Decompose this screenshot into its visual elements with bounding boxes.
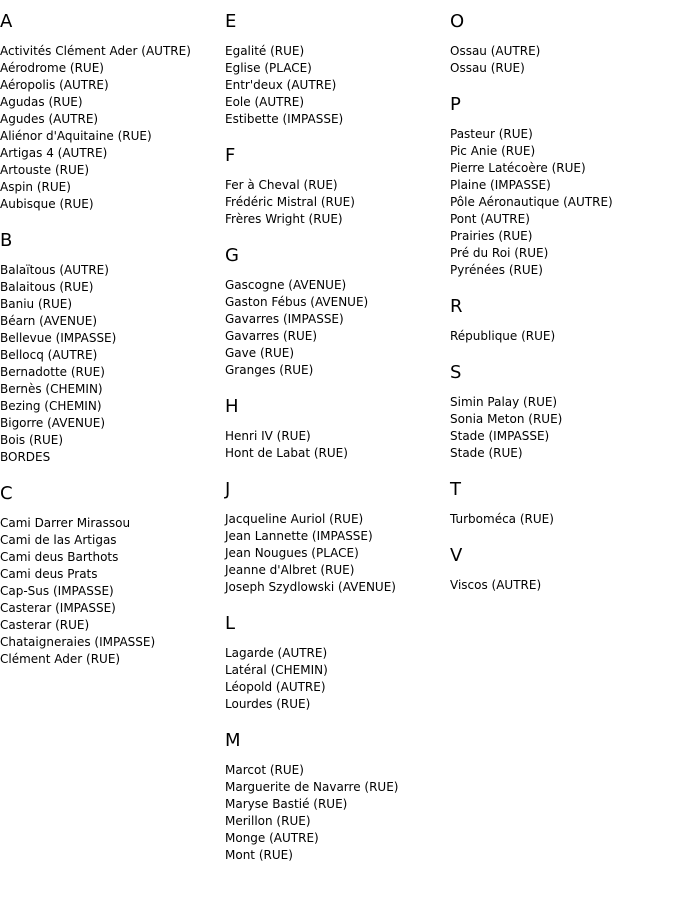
street-item[interactable]: Simin Palay (RUE) <box>450 395 558 409</box>
street-item[interactable]: Pasteur (RUE) <box>450 127 533 141</box>
street-item[interactable]: Jeanne d'Albret (RUE) <box>225 563 355 577</box>
letter-heading: B <box>0 230 13 251</box>
street-item[interactable]: Bezing (CHEMIN) <box>0 399 102 413</box>
letter-heading: G <box>225 245 239 266</box>
street-list <box>225 428 450 462</box>
street-item[interactable]: Bigorre (AVENUE) <box>0 416 106 430</box>
street-item[interactable]: Chataigneraies (IMPASSE) <box>0 635 156 649</box>
street-item[interactable]: Frédéric Mistral (RUE) <box>225 195 355 209</box>
street-list <box>450 43 675 77</box>
street-item[interactable]: Agudes (AUTRE) <box>0 112 99 126</box>
street-item[interactable]: Fer à Cheval (RUE) <box>225 178 338 192</box>
street-item[interactable]: Pic Anie (RUE) <box>450 144 536 158</box>
street-item[interactable]: Baniu (RUE) <box>0 297 73 311</box>
street-item[interactable]: Artouste (RUE) <box>0 163 90 177</box>
letter-heading: R <box>450 296 463 317</box>
letter-heading: S <box>450 362 462 383</box>
street-item[interactable]: Casterar (IMPASSE) <box>0 601 116 615</box>
street-item[interactable]: Bernadotte (RUE) <box>0 365 105 379</box>
letter-heading: L <box>225 613 236 634</box>
street-item[interactable]: Aspin (RUE) <box>0 180 71 194</box>
street-item[interactable]: Bois (RUE) <box>0 433 64 447</box>
letter-group <box>225 12 450 128</box>
letter-heading: T <box>450 479 461 500</box>
street-list <box>450 577 675 594</box>
street-item[interactable]: Béarn (AVENUE) <box>0 314 98 328</box>
street-list <box>450 511 675 528</box>
letter-group <box>0 231 225 466</box>
letter-heading: P <box>450 94 461 115</box>
street-item[interactable]: Cami Darrer Mirassou <box>0 516 131 530</box>
street-item[interactable]: Cami deus Barthots <box>0 550 119 564</box>
street-item[interactable]: Hont de Labat (RUE) <box>225 446 348 460</box>
street-item[interactable]: Turboméca (RUE) <box>450 512 554 526</box>
letter-group <box>225 246 450 379</box>
letter-heading: M <box>225 730 241 751</box>
street-item[interactable]: Pierre Latécoère (RUE) <box>450 161 586 175</box>
letter-group <box>450 297 675 345</box>
street-item[interactable]: Gavarres (RUE) <box>225 329 318 343</box>
street-list <box>450 328 675 345</box>
street-list <box>225 177 450 228</box>
letter-group <box>0 12 225 213</box>
letter-heading: O <box>450 11 465 32</box>
street-item[interactable]: Stade (IMPASSE) <box>450 429 550 443</box>
street-item[interactable]: Merillon (RUE) <box>225 814 311 828</box>
street-item[interactable]: Joseph Szydlowski (AVENUE) <box>225 580 396 594</box>
street-item[interactable]: Estibette (IMPASSE) <box>225 112 344 126</box>
street-item[interactable]: Maryse Bastié (RUE) <box>225 797 348 811</box>
street-item[interactable]: Viscos (AUTRE) <box>450 578 542 592</box>
street-item[interactable]: Aliénor d'Aquitaine (RUE) <box>0 129 152 143</box>
street-item[interactable]: Plaine (IMPASSE) <box>450 178 551 192</box>
street-item[interactable]: Pôle Aéronautique (AUTRE) <box>450 195 613 209</box>
street-item[interactable]: Bernès (CHEMIN) <box>0 382 103 396</box>
letter-heading: C <box>0 483 13 504</box>
letter-group <box>225 397 450 462</box>
street-item[interactable]: Marguerite de Navarre (RUE) <box>225 780 399 794</box>
street-list <box>225 277 450 379</box>
letter-group <box>450 480 675 528</box>
street-item[interactable]: Pyrénées (RUE) <box>450 263 543 277</box>
street-item[interactable]: Henri IV (RUE) <box>225 429 311 443</box>
street-item[interactable]: Bellocq (AUTRE) <box>0 348 98 362</box>
street-item[interactable]: Eole (AUTRE) <box>225 95 305 109</box>
street-list <box>0 515 225 668</box>
street-item[interactable]: Entr'deux (AUTRE) <box>225 78 337 92</box>
letter-group <box>450 12 675 77</box>
street-list <box>225 762 450 864</box>
street-item[interactable]: Gave (RUE) <box>225 346 295 360</box>
street-item[interactable]: Jacqueline Auriol (RUE) <box>225 512 364 526</box>
street-item[interactable]: Gascogne (AVENUE) <box>225 278 347 292</box>
letter-heading: V <box>450 545 463 566</box>
street-item[interactable]: Cami deus Prats <box>0 567 98 581</box>
street-column-2 <box>225 12 450 882</box>
street-item[interactable]: Lourdes (RUE) <box>225 697 311 711</box>
street-item[interactable]: Gavarres (IMPASSE) <box>225 312 344 326</box>
street-item[interactable]: Pré du Roi (RUE) <box>450 246 549 260</box>
letter-group <box>225 480 450 596</box>
street-list <box>225 43 450 128</box>
street-item[interactable]: République (RUE) <box>450 329 556 343</box>
street-list <box>0 262 225 466</box>
street-item[interactable]: Egalité (RUE) <box>225 44 305 58</box>
street-item[interactable]: Ossau (RUE) <box>450 61 525 75</box>
street-item[interactable]: Bellevue (IMPASSE) <box>0 331 117 345</box>
street-list <box>225 645 450 713</box>
street-item[interactable]: Pont (AUTRE) <box>450 212 530 226</box>
street-item[interactable]: Prairies (RUE) <box>450 229 533 243</box>
street-item[interactable]: Monge (AUTRE) <box>225 831 319 845</box>
street-list <box>225 511 450 596</box>
street-item[interactable]: Balaitous (RUE) <box>0 280 94 294</box>
street-item[interactable]: Casterar (RUE) <box>0 618 90 632</box>
street-column-1 <box>0 12 225 686</box>
street-item[interactable]: BORDES <box>0 450 51 464</box>
street-list <box>0 43 225 213</box>
street-item[interactable]: Léopold (AUTRE) <box>225 680 326 694</box>
street-item[interactable]: Artigas 4 (AUTRE) <box>0 146 108 160</box>
letter-heading: F <box>225 145 236 166</box>
letter-heading: E <box>225 11 237 32</box>
street-item[interactable]: Ossau (AUTRE) <box>450 44 541 58</box>
letter-group <box>450 546 675 594</box>
street-item[interactable]: Sonia Meton (RUE) <box>450 412 563 426</box>
letter-group <box>0 484 225 668</box>
street-item[interactable]: Cap-Sus (IMPASSE) <box>0 584 114 598</box>
street-item[interactable]: Aubisque (RUE) <box>0 197 94 211</box>
street-item[interactable]: Jean Nougues (PLACE) <box>225 546 359 560</box>
street-item[interactable]: Jean Lannette (IMPASSE) <box>225 529 373 543</box>
street-item[interactable]: Agudas (RUE) <box>0 95 83 109</box>
street-column-3 <box>450 12 675 612</box>
letter-group <box>225 731 450 864</box>
letter-heading: J <box>225 479 231 500</box>
street-item[interactable]: Clément Ader (RUE) <box>0 652 121 666</box>
letter-group <box>225 146 450 228</box>
street-item[interactable]: Cami de las Artigas <box>0 533 117 547</box>
street-item[interactable]: Granges (RUE) <box>225 363 314 377</box>
street-item[interactable]: Eglise (PLACE) <box>225 61 312 75</box>
letter-heading: H <box>225 396 239 417</box>
street-list <box>450 394 675 462</box>
street-item[interactable]: Balaïtous (AUTRE) <box>0 263 109 277</box>
street-item[interactable]: Aéropolis (AUTRE) <box>0 78 109 92</box>
street-item[interactable]: Latéral (CHEMIN) <box>225 663 328 677</box>
street-item[interactable]: Marcot (RUE) <box>225 763 304 777</box>
street-item[interactable]: Activités Clément Ader (AUTRE) <box>0 44 191 58</box>
letter-group <box>450 363 675 462</box>
letter-group <box>225 614 450 713</box>
street-item[interactable]: Stade (RUE) <box>450 446 523 460</box>
street-item[interactable]: Aérodrome (RUE) <box>0 61 104 75</box>
street-list <box>450 126 675 279</box>
letter-heading: A <box>0 11 13 32</box>
street-item[interactable]: Frères Wright (RUE) <box>225 212 343 226</box>
street-item[interactable]: Gaston Fébus (AVENUE) <box>225 295 369 309</box>
street-item[interactable]: Lagarde (AUTRE) <box>225 646 328 660</box>
street-item[interactable]: Mont (RUE) <box>225 848 293 862</box>
letter-group <box>450 95 675 279</box>
